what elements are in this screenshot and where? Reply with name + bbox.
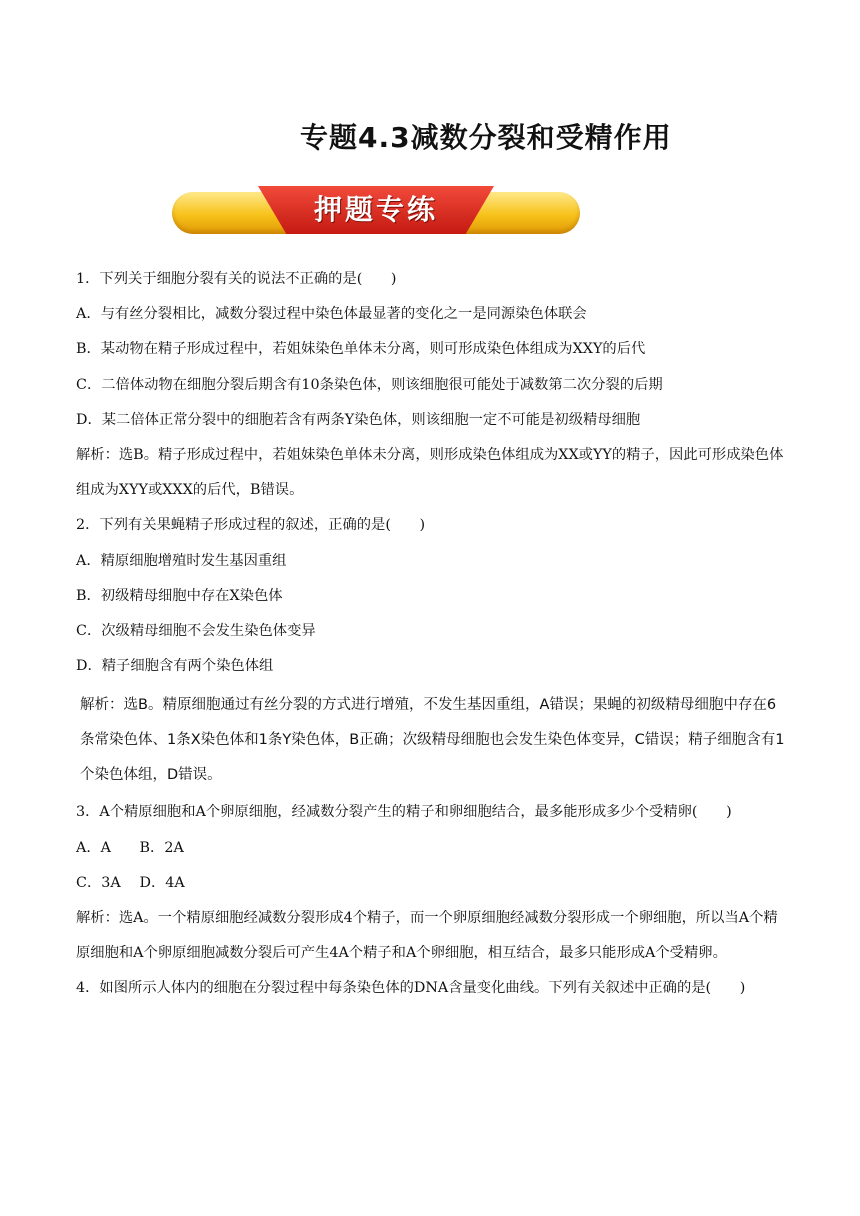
document-body (76, 262, 788, 1007)
question-1-option-d: D．某二倍体正常分裂中的细胞若含有两条Y染色体，则该细胞一定不可能是初级精母细胞 (76, 411, 641, 428)
question-2-option-c: C．次级精母细胞不会发生染色体变异 (76, 623, 316, 640)
section-banner (172, 186, 580, 238)
question-1-option-a: A．与有丝分裂相比，减数分裂过程中染色体最显著的变化之一是同源染色体联会 (76, 306, 587, 323)
question-1-option-b: B．某动物在精子形成过程中，若姐妹染色单体未分离，则可形成染色体组成为XXY的后代 (76, 341, 646, 358)
question-3-options-row-2: C．3A D．4A (76, 874, 185, 891)
page-title: 专题4.3减数分裂和受精作用 (300, 121, 672, 154)
question-2-stem: 2．下列有关果蝇精子形成过程的叙述，正确的是( ) (76, 517, 426, 534)
question-1-option-c: C．二倍体动物在细胞分裂后期含有10条染色体，则该细胞很可能处于减数第二次分裂的后期 (76, 376, 663, 393)
question-3-options-row-1: A．A B．2A (76, 839, 184, 856)
question-3-stem: 3．A个精原细胞和A个卵原细胞，经减数分裂产生的精子和卵细胞结合，最多能形成多少个受精卵( ) (76, 804, 732, 821)
question-1-stem: 1．下列关于细胞分裂有关的说法不正确的是( ) (76, 271, 397, 287)
question-2-analysis: 解析：选B。精原细胞通过有丝分裂的方式进行增殖，不发生基因重组，A错误；果蝇的初级精母细胞中存在6条常染色体、1条X染色体和1条Y染色体，B正确；次级精母细胞也会发生染色体变异，C错误；精子细胞含有1个染色体组，D错误。 (80, 697, 785, 784)
question-3-analysis: 解析：选A。一个精原细胞经减数分裂形成4个精子，而一个卵原细胞经减数分裂形成一个卵细胞，所以当A个精原细胞和A个卵原细胞减数分裂后可产生4A个精子和A个卵细胞，相互结合，最多只能形成A个受精卵。 (76, 910, 778, 962)
banner-label: 押题专练 (313, 193, 438, 226)
question-4-stem: 4．如图所示人体内的细胞在分裂过程中每条染色体的DNA含量变化曲线。下列有关叙述中正确的是( ) (76, 980, 746, 997)
question-2-option-b: B．初级精母细胞中存在X染色体 (76, 587, 283, 604)
question-2-option-a: A．精原细胞增殖时发生基因重组 (76, 552, 287, 569)
question-2-option-d: D．精子细胞含有两个染色体组 (76, 658, 274, 675)
question-1-analysis: 解析：选B。精子形成过程中，若姐妹染色单体未分离，则形成染色体组成为XX或YY的精子，因此可形成染色体组成为XYY或XXX的后代，B错误。 (76, 447, 784, 499)
